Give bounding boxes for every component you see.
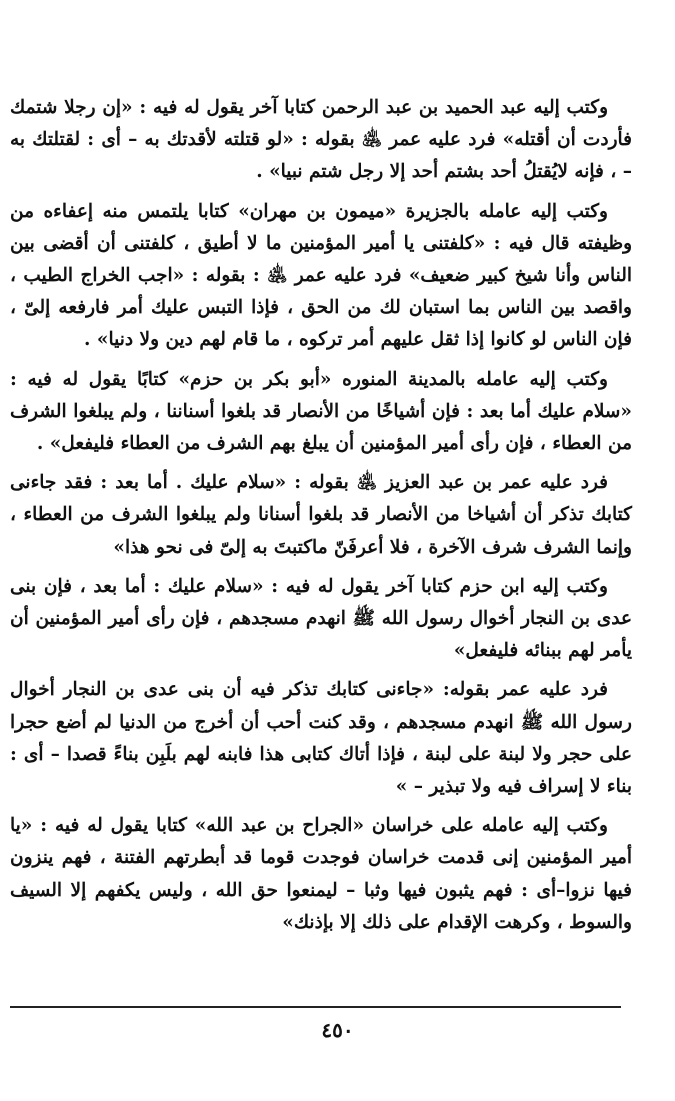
paragraph-5: وكتب إليه ابن حزم كتابا آخر يقول له فيه : «سلام عليك : أما بعد ، فإن بنى عدى بن النجار أخوال رسول الله ﷺ انهدم مسجدهم ، فإن رأى أمير المؤمنين أن يأمر لهم ببنائه فليفعل» <box>10 575 632 662</box>
paragraph-4: فرد عليه عمر بن عبد العزيز ﵁ بقوله : «سلام عليك . أما بعد : فقد جاءنى كتابك تذكر أن أشياخا من الأنصار قد بلغوا أسنانا ولم يبلغوا الشرف من العطاء ، وإنما الشرف شرف الآخرة ، فلا أعرفَنّ ماكتبتَ به إلىّ فى نحو هذا» <box>10 472 632 558</box>
body-text <box>10 92 632 939</box>
paragraph-7: وكتب إليه عامله على خراسان «الجراح بن عبد الله» كتابا يقول له فيه : «يا أمير المؤمنين إنى قدمت خراسان فوجدت قوما قد أبطرتهم الفتنة ، فهم ينزون فيها نزوا–أى : فهم يثبون فيها وثبا – ليمنعوا حق الله ، وليس يكفهم إلا السيف والسوط ، وكرهت الإقدام على ذلك إلا بإذنك» <box>10 815 632 933</box>
paragraph-2: وكتب إليه عامله بالجزيرة «ميمون بن مهران» كتابا يلتمس منه إعفاءه من وظيفته قال فيه : «كلفتنى يا أمير المؤمنين ما لا أطيق ، كلفتنى أن أقضى بين الناس وأنا شيخ كبير ضعيف» فرد عليه عمر ﵁ : بقوله : «اجب الخراج الطيب ، واقصد بين الناس بما استبان لك من الحق ، فإذا التبس عليك أمر فارفعه إلىّ ، فإن الناس لو كانوا إذا ثقل عليهم أمر تركوه ، ما قام لهم دين ولا دنيا» . <box>10 200 632 351</box>
footer-divider <box>10 1006 621 1008</box>
page-number: ٤٥٠ <box>321 1018 354 1042</box>
paragraph-1: وكتب إليه عبد الحميد بن عبد الرحمن كتابا آخر يقول له فيه : «إن رجلا شتمك فأردت أن أقتله» فرد عليه عمر ﵁ بقوله : «لو قتلته لأقدتك به – أى : لقتلتك به – ، فإنه لايُقتلُ أحد بشتم أحد إلا رجل شتم نبيا» . <box>10 97 632 183</box>
paragraph-3: وكتب إليه عامله بالمدينة المنوره «أبو بكر بن حزم» كتابًا يقول له فيه : «سلام عليك أما بعد : فإن أشياخًا من الأنصار قد بلغوا أسناننا ، ولم يبلغوا الشرف من العطاء ، فإن رأى أمير المؤمنين أن يبلغ بهم الشرف من العطاء فليفعل» . <box>10 368 632 455</box>
paragraph-6: فرد عليه عمر بقوله: «جاءنى كتابك تذكر فيه أن بنى عدى بن النجار أخوال رسول الله ﷺ انهدم مسجدهم ، وقد كنت أحب أن أخرج من الدنيا لم أضع حجرا على حجر ولا لبنة على لبنة ، فإذا أتاك كتابى هذا فابنه لهم بلَبِن بناءً قصدا – أى : بناء لا إسراف فيه ولا تبذير – » <box>10 679 632 798</box>
